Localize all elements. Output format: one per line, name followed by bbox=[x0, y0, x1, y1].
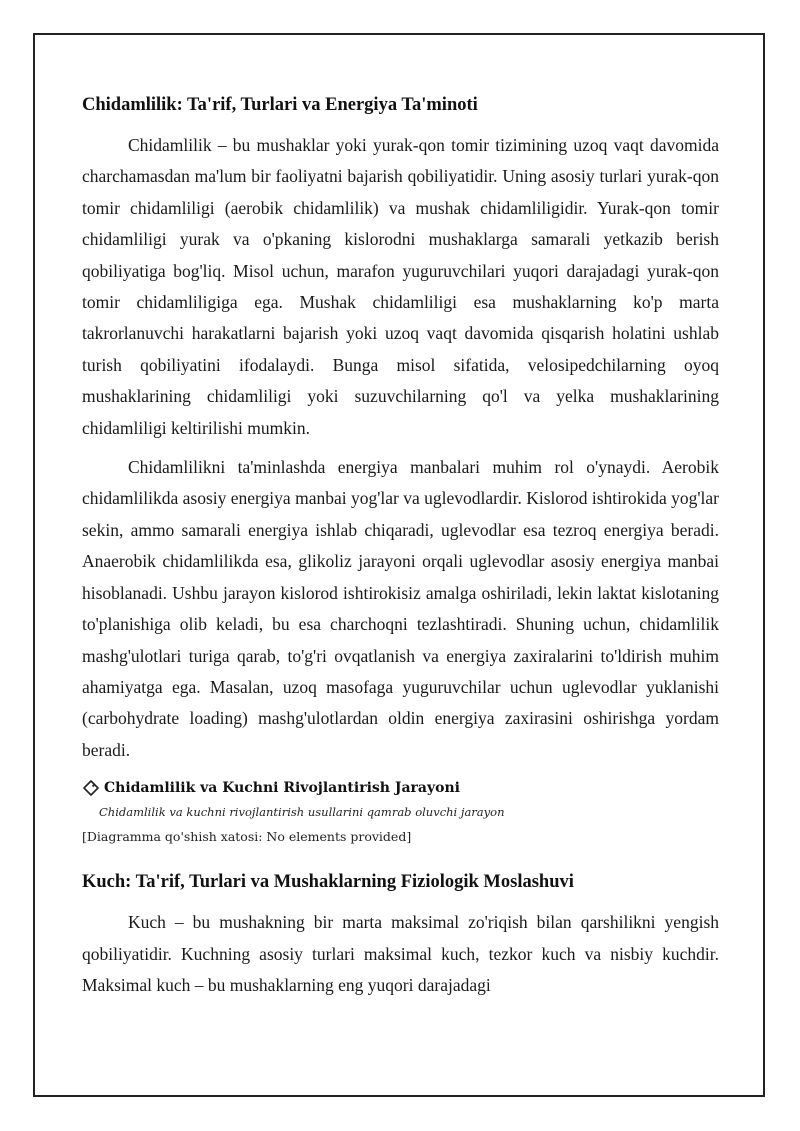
paragraph-endurance-energy: Chidamlilikni ta'minlashda energiya manbalari muhim rol o'ynaydi. Aerobik chidamlilikda asosiy energiya manbai yog'lar va uglevodlardir. Kislorod ishtirokida yog'lar sekin, ammo samarali energiya ishlab chiqaradi, uglevodlar esa tezroq energiya beradi. Anaerobik chidamlilikda esa, glikoliz jarayoni orqali uglevodlar asosiy energiya manbai hisoblanadi. Ushbu jarayon kislorod ishtirokisiz amalga oshiriladi, lekin laktat kislotaning to'planishiga olib keladi, bu esa charchoqni tezlashtiradi. Shuning uchun, chidamlilik mashg'ulotlari turiga qarab, to'g'ri ovqatlanish va energiya zaxiralarini to'ldirish muhim ahamiyatga ega. Masalan, uzoq masofaga yuguruvchilar uchun uglevodlar yuklanishi (carbohydrate loading) mashg'ulotlardan oldin energiya zaxirasini oshirishga yordam beradi. bbox=[82, 457, 719, 760]
diagram-title-row bbox=[82, 775, 719, 801]
paragraph-strength-definition: Kuch – bu mushakning bir marta maksimal zo'riqish bilan qarshilikni yengish qobiliyatidir. Kuchning asosiy turlari maksimal kuch, tezkor kuch va nisbiy kuchdir. Maksimal kuch – bu mushaklarning eng yuqori darajadagi bbox=[82, 912, 719, 995]
paragraph-endurance-definition: Chidamlilik – bu mushaklar yoki yurak-qon tomir tizimining uzoq vaqt davomida charchamasdan ma'lum bir faoliyatni bajarish qobiliyatidir. Uning asosiy turlari yurak-qon tomir chidamliligi (aerobik chidamlilik) va mushak chidamliligidir. Yurak-qon tomir chidamliligi yurak va o'pkaning kislorodni mushaklarga samarali yetkazib berish qobiliyatiga bog'liq. Misol uchun, marafon yuguruvchilari yuqori darajadagi yurak-qon tomir chidamliligiga ega. Mushak chidamliligi esa mushaklarning ko'p marta takrorlanuvchi harakatlarni bajarish yoki uzoq vaqt davomida qisqarish holatini ushlab turish qobiliyatini ifodalaydi. Bunga misol sifatida, velosipedchilarning oyoq mushaklarining chidamliligi yoki suzuvchilarning qo'l va yelka mushaklarining chidamliligi keltirilishi mumkin. bbox=[82, 135, 719, 438]
diagram-subtitle: Chidamlilik va kuchni rivojlantirish usullarini qamrab oluvchi jarayon bbox=[99, 805, 505, 820]
diagram-error-message: [Diagramma qo'shish xatosi: No elements provided] bbox=[82, 829, 412, 845]
document-content bbox=[82, 92, 719, 1009]
diagram-block bbox=[82, 775, 719, 849]
diamond-icon bbox=[82, 779, 100, 797]
diagram-title: Chidamlilik va Kuchni Rivojlantirish Jarayoni bbox=[104, 780, 460, 797]
section-heading-endurance: Chidamlilik: Ta'rif, Turlari va Energiya Ta'minoti bbox=[82, 95, 478, 115]
section-heading-strength: Kuch: Ta'rif, Turlari va Mushaklarning Fiziologik Moslashuvi bbox=[82, 872, 574, 893]
